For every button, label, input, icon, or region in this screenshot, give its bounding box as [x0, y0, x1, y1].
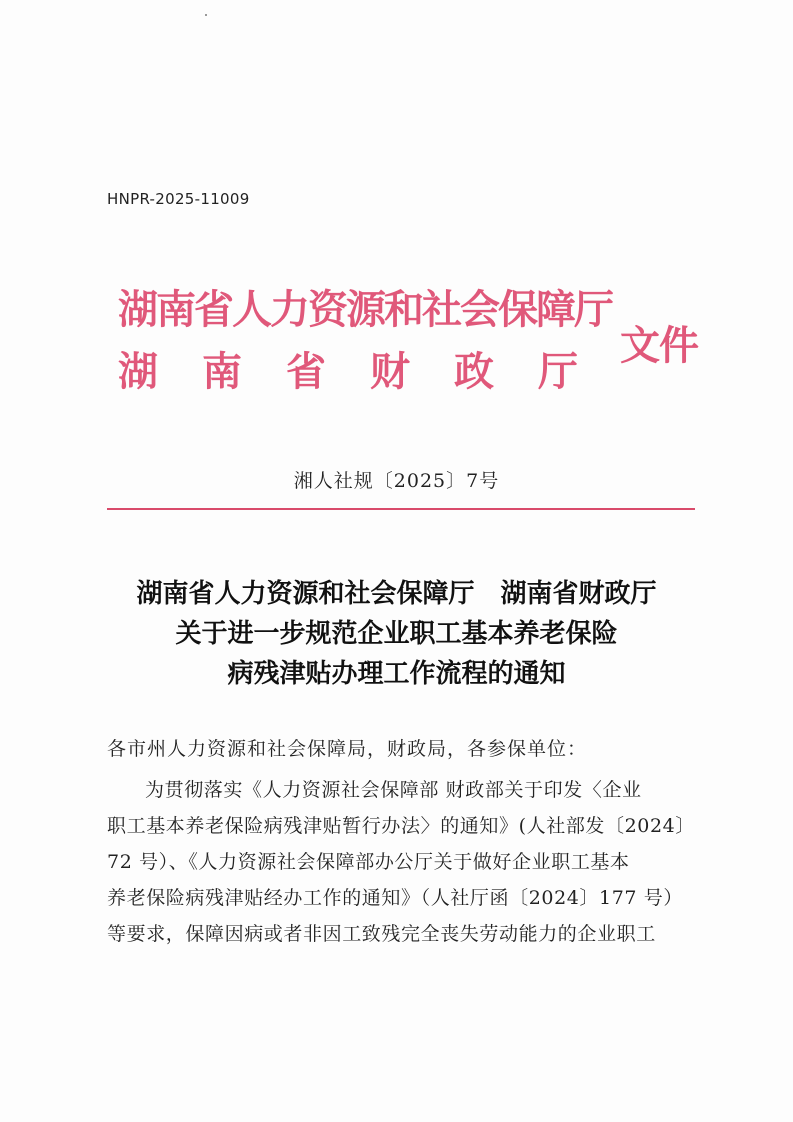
- red-divider: [107, 508, 695, 510]
- scan-mark: [205, 14, 207, 16]
- body-line: 职工基本养老保险病残津贴暂行办法〉的通知》(人社部发〔2024〕: [107, 815, 695, 837]
- title-line: 湖南省人力资源和社会保障厅 湖南省财政厅: [136, 579, 657, 609]
- body-line: 等要求，保障因病或者非因工致残完全丧失劳动能力的企业职工: [107, 923, 656, 945]
- body-line: 养老保险病残津贴经办工作的通知》（人社厅函〔2024〕177 号）: [107, 887, 683, 909]
- document-title: [0, 574, 793, 694]
- addressee: 各市州人力资源和社会保障局，财政局，各参保单位：: [107, 738, 588, 760]
- body-paragraph: [107, 772, 697, 952]
- issuer-line-2: 湖南省财政厅: [118, 349, 622, 395]
- red-header: [118, 278, 718, 413]
- title-line: 病残津贴办理工作流程的通知: [227, 659, 566, 689]
- document-type: 文件: [620, 323, 698, 369]
- title-line: 关于进一步规范企业职工基本养老保险: [175, 619, 618, 649]
- document-code: HNPR-2025-11009: [107, 190, 250, 208]
- issuer-line-1: 湖南省人力资源和社会保障厅: [118, 287, 612, 333]
- body-line: 72 号）、《人力资源社会保障部办公厅关于做好企业职工基本: [107, 851, 630, 873]
- body-line: 为贯彻落实《人力资源社会保障部 财政部关于印发〈企业: [145, 779, 642, 801]
- document-number: 湘人社规〔2025〕7号: [293, 470, 500, 492]
